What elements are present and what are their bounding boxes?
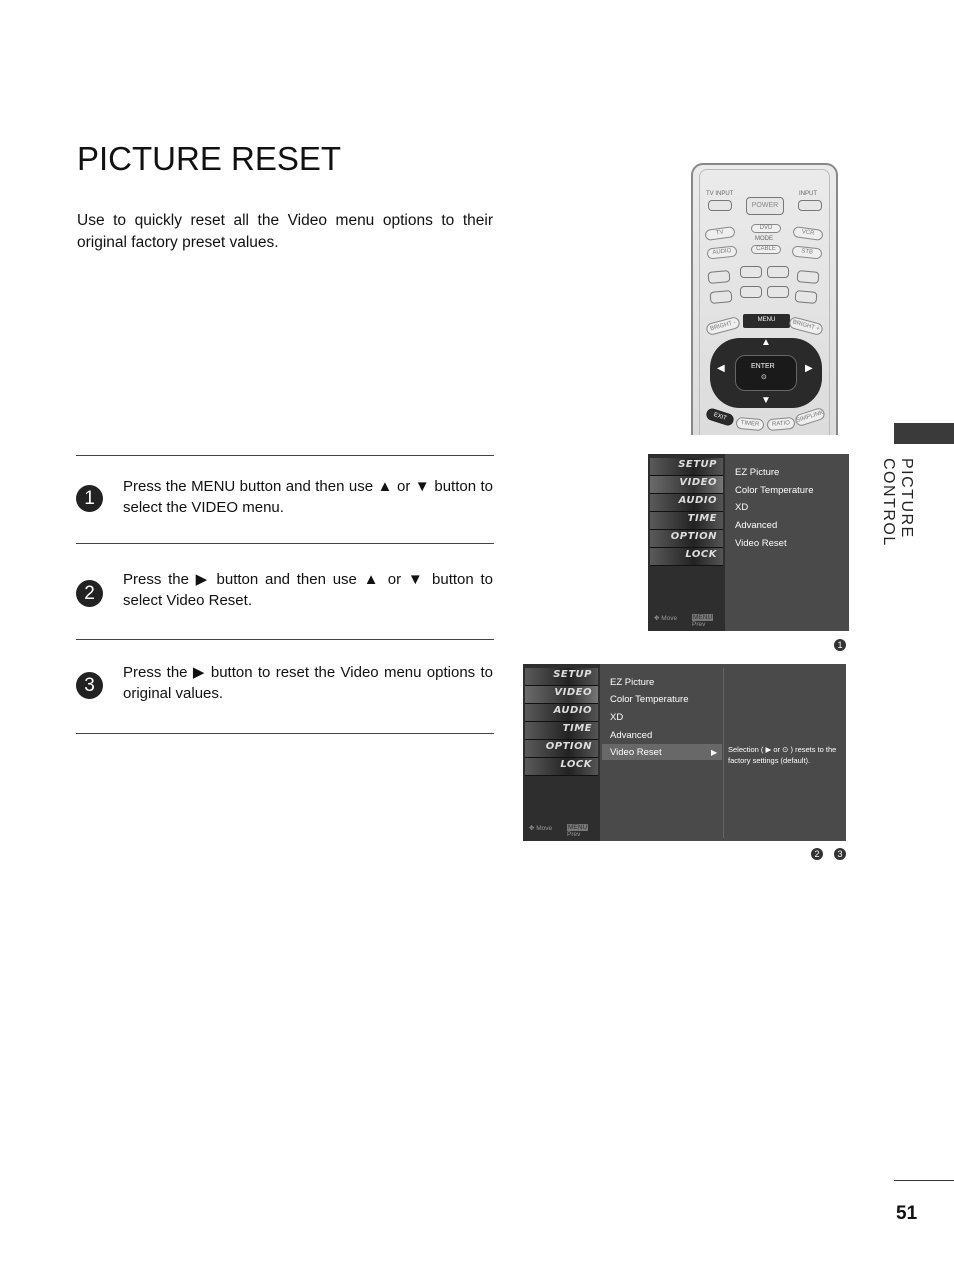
step-number-2: 2	[76, 580, 103, 607]
intro-paragraph: Use to quickly reset all the Video menu options to their original factory preset values.	[77, 212, 493, 251]
left-arrow-icon: ◀	[717, 363, 725, 374]
stop-key	[708, 270, 731, 284]
step-number-3: 3	[76, 672, 103, 699]
submenu-arrow-icon: ▶	[711, 748, 718, 757]
record-key	[797, 270, 820, 284]
osd-item-xd: XD	[735, 502, 749, 513]
osd-item-video-reset: Video Reset	[735, 538, 787, 549]
page-title: PICTURE RESET	[77, 140, 342, 177]
osd-tab-audio: AUDIO	[525, 704, 598, 722]
step-divider	[76, 455, 494, 456]
section-tab-marker	[894, 423, 954, 444]
osd-prev-hint: MENU Prev	[567, 824, 588, 838]
pause-key	[767, 266, 789, 278]
skip-back-key	[710, 290, 733, 304]
rewind-key	[740, 286, 762, 298]
osd-tab-setup: SETUP	[650, 458, 723, 476]
osd-screen-video-reset	[523, 664, 846, 841]
osd-move-hint: ✥ Move	[654, 615, 678, 622]
osd-tab-option: OPTION	[650, 530, 723, 548]
menu-key: MENU	[743, 314, 790, 328]
screen-badge-3: 3	[834, 848, 846, 860]
osd-item-advanced: Advanced	[610, 730, 653, 741]
step-divider	[76, 733, 494, 734]
ratio-key: RATIO	[767, 417, 796, 431]
osd-tab-time: TIME	[525, 722, 598, 740]
power-key: POWER	[746, 197, 784, 215]
footer-rule	[894, 1180, 954, 1181]
timer-key: TIMER	[736, 417, 765, 431]
right-arrow-icon: ▶	[805, 363, 813, 374]
screen-badge-1: 1	[834, 639, 846, 651]
osd-tab-option: OPTION	[525, 740, 598, 758]
exit-key: EXIT	[705, 407, 735, 427]
osd-tab-setup: SETUP	[525, 668, 598, 686]
osd-item-advanced: Advanced	[735, 520, 778, 531]
remote-control-illustration: TV INPUT INPUT POWER TV DVD VCR MODE AUDIO CABLE STB BRIGHT - MENU BRIGHT + ▲ ▼ ◀ ▶ ENTER ⊙ EXIT TIMER RATIO SIMPLINK	[691, 163, 838, 435]
osd-item-color-temperature: Color Temperature	[610, 694, 689, 705]
bright-minus-key: BRIGHT -	[705, 316, 741, 336]
down-arrow-icon: ▼	[761, 395, 771, 406]
up-arrow-icon: ▲	[761, 337, 771, 348]
osd-screen-video-menu	[648, 454, 849, 631]
osd-move-hint: ✥ Move	[529, 825, 553, 832]
tv-input-key	[708, 200, 732, 211]
bright-plus-key: BRIGHT +	[788, 316, 824, 336]
osd-item-video-reset: Video Reset	[610, 747, 662, 758]
play-key	[740, 266, 762, 278]
osd-tab-time: TIME	[650, 512, 723, 530]
vcr-mode-key: VCR	[792, 226, 823, 241]
step-divider	[76, 639, 494, 640]
osd-column-divider	[723, 668, 724, 838]
osd-tab-lock: LOCK	[525, 758, 598, 776]
cable-mode-key: CABLE	[751, 245, 781, 254]
page-number: 51	[896, 1203, 918, 1224]
step-divider	[76, 543, 494, 544]
osd-item-xd: XD	[610, 712, 624, 723]
audio-mode-key: AUDIO	[707, 245, 738, 259]
osd-tab-audio: AUDIO	[650, 494, 723, 512]
video-reset-label: Video Reset	[166, 592, 248, 609]
stb-mode-key: STB	[792, 245, 823, 259]
menu-key-label: MENU	[191, 478, 236, 495]
skip-forward-key	[795, 290, 818, 304]
video-key-label: VIDEO	[191, 499, 239, 516]
step-3-text: Press the ▶ button to reset the Video menu options to original values.	[123, 664, 493, 702]
osd-prev-hint: MENU Prev	[692, 614, 713, 628]
osd-item-ez-picture: EZ Picture	[735, 467, 780, 478]
section-label: PICTURE CONTROL	[880, 458, 915, 547]
enter-dot-icon: ⊙	[761, 374, 767, 381]
tv-mode-key: TV	[704, 226, 735, 241]
step-2-text: Press the ▶ button and then use ▲ or ▼ button to select Video Reset.	[123, 571, 493, 609]
screen-badge-2: 2	[811, 848, 823, 860]
osd-tab-lock: LOCK	[650, 548, 723, 566]
osd-reset-note: Selection ( ▶ or ⊙ ) resets to the factory settings (default).	[728, 745, 837, 765]
step-number-1: 1	[76, 485, 103, 512]
fast-forward-key	[767, 286, 789, 298]
simplink-key: SIMPLINK	[794, 407, 826, 428]
dvd-mode-key: DVD	[751, 224, 781, 233]
osd-tab-video: VIDEO	[525, 686, 598, 704]
input-key	[798, 200, 822, 211]
osd-item-color-temperature: Color Temperature	[735, 485, 814, 496]
osd-item-ez-picture: EZ Picture	[610, 677, 655, 688]
step-1-text: Press the MENU button and then use ▲ or ▼ button to select the VIDEO menu.	[123, 478, 493, 516]
osd-tab-video: VIDEO	[650, 476, 723, 494]
